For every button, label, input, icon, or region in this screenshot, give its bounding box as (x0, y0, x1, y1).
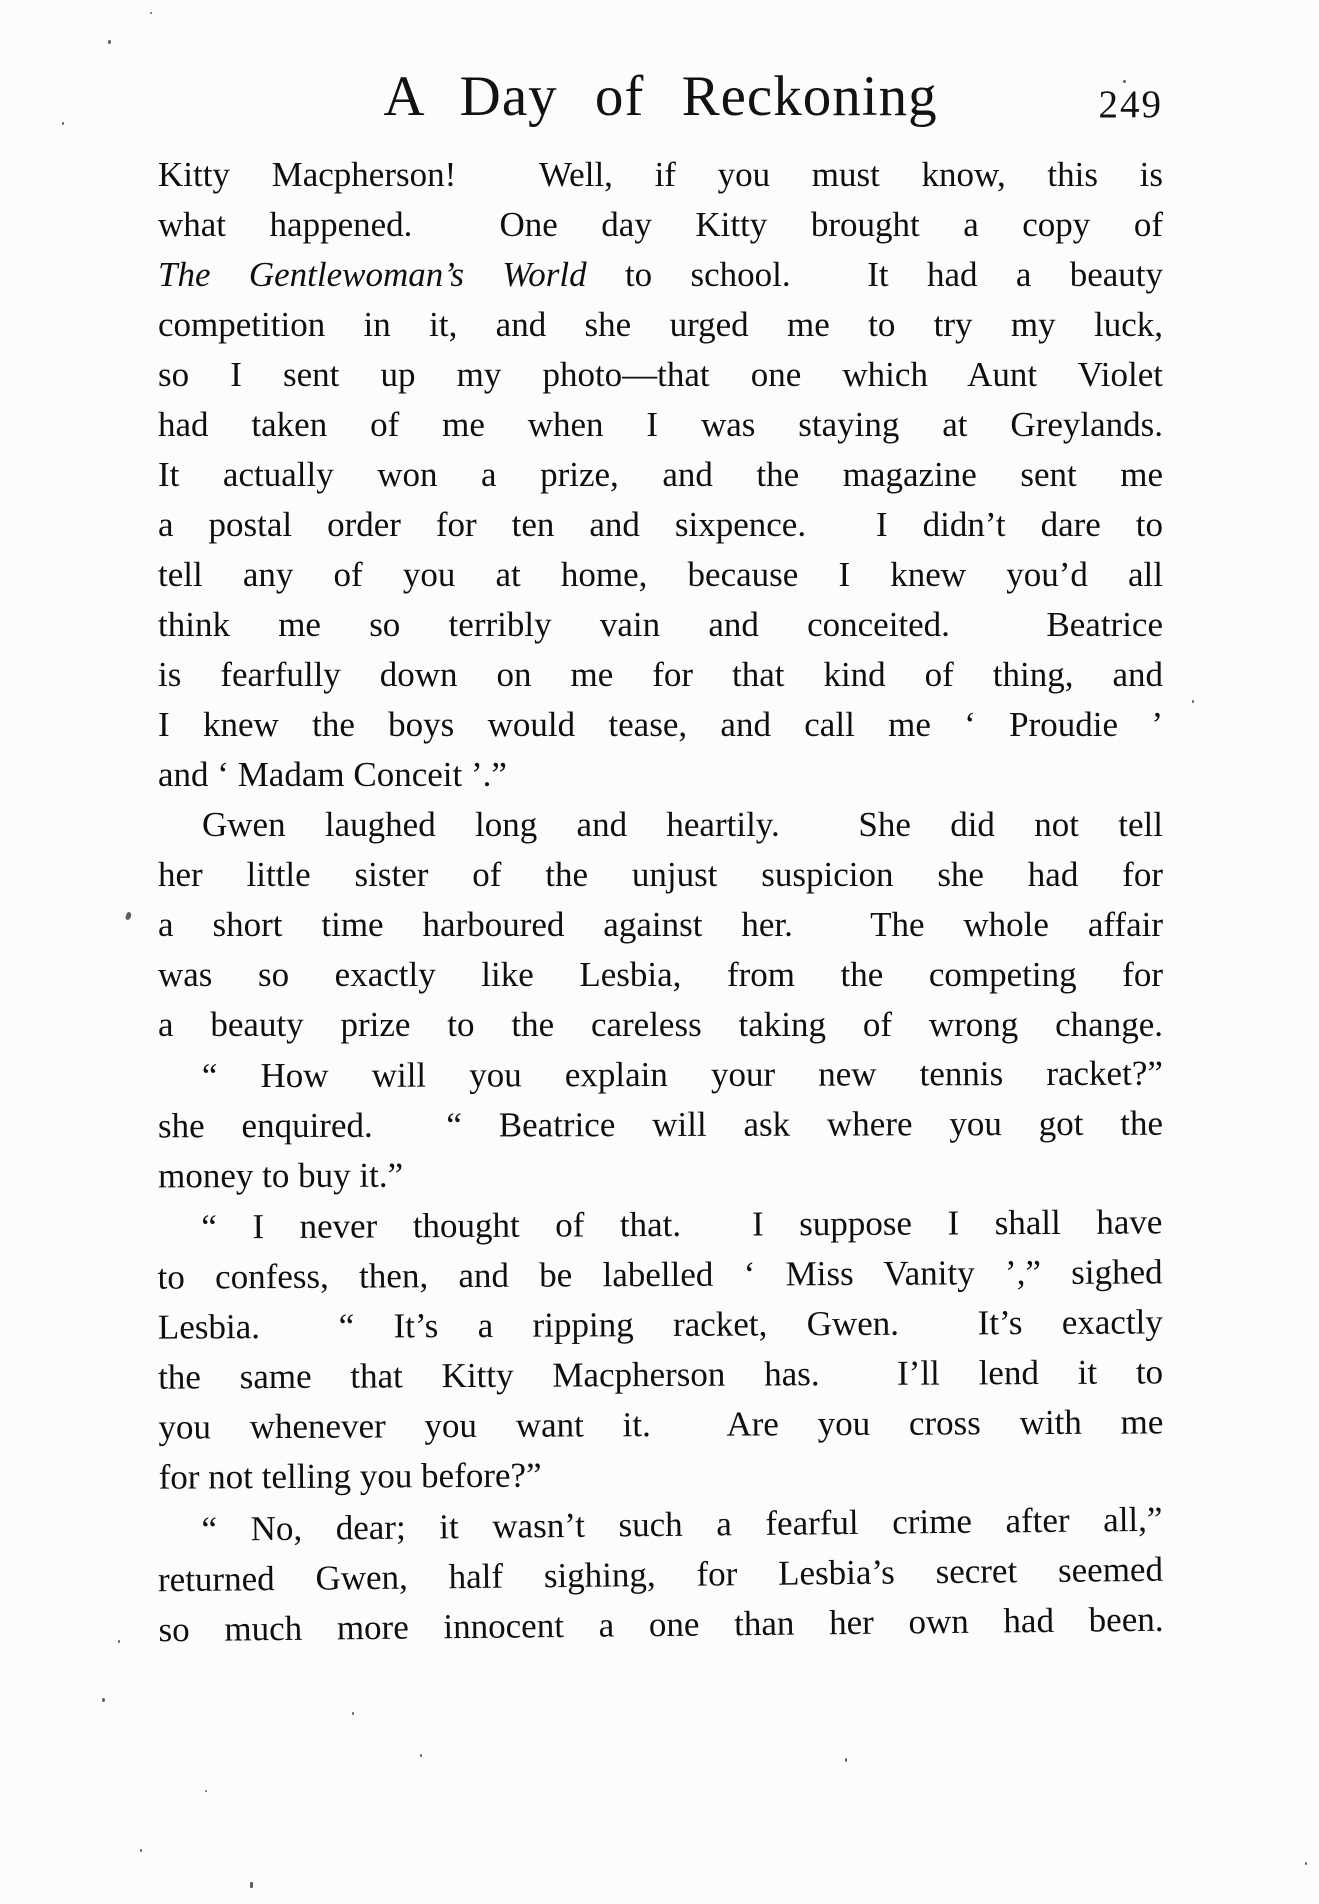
text-line: I knew the boys would tease, and call me ‘ Proudie ’ (158, 705, 1163, 744)
text-line: to confess, then, and be labelled ‘ Miss Vanity ’,” sighed (157, 1252, 1163, 1297)
text-line: Gwen laughed long and heartily. She did not tell (202, 805, 1163, 844)
text-line: was so exactly like Lesbia, from the competing for (158, 955, 1163, 994)
scan-speck (1305, 1862, 1307, 1865)
paragraph (158, 800, 1163, 1050)
text-line: tell any of you at home, because I knew you’d all (158, 555, 1163, 594)
text-line: Kitty Macpherson! Well, if you must know, this is (158, 155, 1163, 194)
scan-speck (140, 1849, 142, 1852)
scan-speck (108, 40, 111, 44)
text-line: “ How will you explain your new tennis racket?” (201, 1053, 1163, 1096)
scan-speck (1192, 700, 1194, 703)
text-line: think me so terribly vain and conceited. Beatrice (158, 605, 1163, 644)
text-line: so I sent up my photo—that one which Aunt Violet (158, 355, 1163, 394)
scan-speck (352, 1712, 354, 1715)
text-column (158, 0, 1163, 1650)
text-line: It actually won a prize, and the magazine sent me (158, 455, 1163, 494)
text-line: what happened. One day Kitty brought a copy of (158, 205, 1163, 244)
page-number: 249 (1098, 83, 1163, 126)
text-line: Lesbia. “ It’s a ripping racket, Gwen. It’s exactly (157, 1302, 1163, 1347)
text-line: a short time harboured against her. The whole affair (158, 905, 1163, 944)
scan-speck (205, 1790, 207, 1792)
text-line: competition in it, and she urged me to try my luck, (158, 305, 1163, 344)
text-line: her little sister of the unjust suspicion she had for (158, 855, 1163, 894)
scan-speck (125, 911, 132, 920)
text-line: money to buy it.” (158, 1155, 404, 1196)
scan-speck (845, 1758, 847, 1762)
text-line: you whenever you want it. Are you cross with me (158, 1402, 1164, 1447)
text-line: and ‘ Madam Conceit ’.” (158, 755, 507, 794)
text-line: returned Gwen, half sighing, for Lesbia’s secret seemed (157, 1549, 1164, 1600)
page-title: A Day of Reckoning (383, 65, 938, 128)
scan-speck (250, 1882, 253, 1888)
text-line: she enquired. “ Beatrice will ask where you got the (157, 1103, 1164, 1146)
scan-speck (62, 122, 64, 125)
text-line: “ I never thought of that. I suppose I shall have (201, 1202, 1163, 1247)
text-line: had taken of me when I was staying at Greylands. (158, 405, 1163, 444)
paragraph (158, 150, 1163, 800)
text-line: a postal order for ten and sixpence. I didn’t dare to (158, 505, 1163, 544)
page-header (158, 66, 1163, 132)
text-line: “ No, dear; it wasn’t such a fearful crime after all,” (201, 1499, 1163, 1549)
text-line: is fearfully down on me for that kind of thing, and (158, 655, 1163, 694)
text-block (158, 150, 1163, 1650)
paragraph (157, 1495, 1164, 1656)
text-line: so much more innocent a one than her own had been. (158, 1599, 1164, 1650)
text-line: the same that Kitty Macpherson has. I’ll lend it to (158, 1352, 1164, 1397)
text-line: The Gentlewoman’s World to school. It had a beauty (158, 255, 1163, 294)
text-line: a beauty prize to the careless taking of wrong change. (158, 1005, 1163, 1044)
scan-speck (118, 1640, 120, 1643)
paragraph (158, 1049, 1163, 1202)
scan-speck (102, 1698, 105, 1702)
scan-speck (150, 12, 152, 14)
paragraph (157, 1197, 1164, 1502)
text-line: for not telling you before?” (158, 1455, 542, 1497)
scan-speck (420, 1754, 422, 1757)
